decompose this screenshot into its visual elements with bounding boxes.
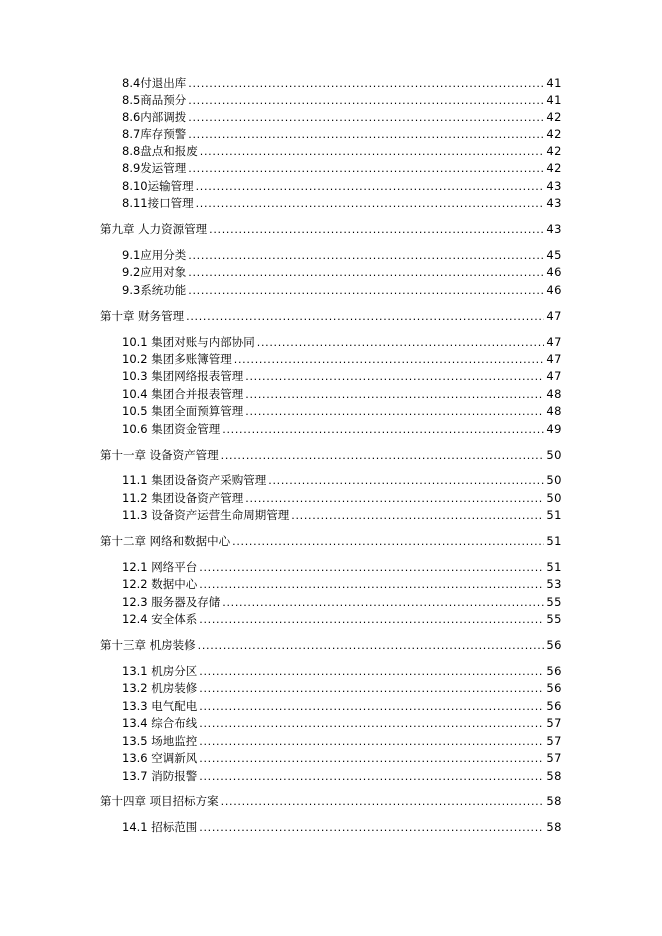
toc-entry-label: 12.2 数据中心: [122, 577, 198, 591]
toc-section-entry: [122, 663, 562, 680]
toc-page-number: 50: [546, 448, 562, 462]
toc-section-entry: [122, 143, 562, 160]
toc-dot-leader: [199, 663, 544, 680]
toc-dot-leader: [199, 768, 544, 785]
toc-page-number: 46: [546, 283, 562, 297]
toc-dot-leader: [186, 308, 544, 325]
toc-entry-label: 第十四章 项目招标方案: [100, 794, 219, 808]
toc-section-entry: [122, 421, 562, 438]
toc-section-entry: [122, 750, 562, 767]
toc-page-number: 56: [546, 638, 562, 652]
toc-section-entry: [122, 559, 562, 576]
toc-dot-leader: [199, 680, 544, 697]
toc-page-number: 58: [546, 769, 562, 783]
toc-entry-label: 14.1 招标范围: [122, 820, 198, 834]
toc-chapter-entry: [100, 533, 562, 550]
toc-entry-label: 11.1 集团设备资产采购管理: [122, 473, 267, 487]
toc-section-entry: [122, 195, 562, 212]
toc-entry-label: 第十三章 机房装修: [100, 638, 196, 652]
toc-dot-leader: [209, 221, 544, 238]
toc-dot-leader: [200, 143, 545, 160]
toc-chapter-entry: [100, 793, 562, 810]
toc-page-number: 56: [546, 681, 562, 695]
toc-dot-leader: [199, 715, 544, 732]
toc-section-entry: [122, 334, 562, 351]
toc-section-entry: [122, 611, 562, 628]
toc-section-entry: [122, 282, 562, 299]
toc-section-entry: [122, 819, 562, 836]
toc-page-number: 42: [546, 144, 562, 158]
toc-entry-label: 13.2 机房装修: [122, 681, 198, 695]
toc-page-number: 43: [546, 222, 562, 236]
toc-dot-leader: [196, 195, 545, 212]
toc-section-entry: [122, 698, 562, 715]
toc-section-entry: [122, 386, 562, 403]
toc-section-entry: [122, 178, 562, 195]
toc-entry-label: 12.4 安全体系: [122, 612, 198, 626]
toc-dot-leader: [199, 559, 544, 576]
toc-dot-leader: [188, 160, 544, 177]
toc-chapter-entry: [100, 637, 562, 654]
toc-page-number: 57: [546, 734, 562, 748]
toc-entry-label: 13.4 综合布线: [122, 716, 198, 730]
toc-section-entry: [122, 160, 562, 177]
toc-page-number: 49: [546, 422, 562, 436]
toc-entry-label: 13.3 电气配电: [122, 699, 198, 713]
toc-entry-label: 第十二章 网络和数据中心: [100, 534, 231, 548]
toc-dot-leader: [199, 819, 544, 836]
toc-section-entry: [122, 92, 562, 109]
toc-page-number: 48: [546, 404, 562, 418]
toc-page-number: 58: [546, 794, 562, 808]
toc-entry-label: 8.7库存预警: [122, 127, 187, 141]
toc-dot-leader: [221, 447, 545, 464]
toc-dot-leader: [188, 126, 544, 143]
toc-page-number: 57: [546, 751, 562, 765]
toc-entry-label: 13.7 消防报警: [122, 769, 198, 783]
toc-page-number: 51: [546, 534, 562, 548]
toc-section-entry: [122, 576, 562, 593]
toc-entry-label: 10.1 集团对账与内部协同: [122, 335, 255, 349]
toc-entry-label: 9.2应用对象: [122, 265, 187, 279]
toc-dot-leader: [199, 733, 544, 750]
toc-entry-label: 11.2 集团设备资产管理: [122, 491, 244, 505]
toc-entry-label: 8.4付退出库: [122, 76, 187, 90]
toc-page-number: 51: [546, 508, 562, 522]
toc-section-entry: [122, 351, 562, 368]
toc-dot-leader: [188, 282, 544, 299]
toc-dot-leader: [245, 386, 544, 403]
toc-page-number: 55: [546, 612, 562, 626]
toc-dot-leader: [188, 92, 544, 109]
toc-dot-leader: [199, 698, 544, 715]
toc-entry-label: 10.5 集团全面预算管理: [122, 404, 244, 418]
toc-page-number: 57: [546, 716, 562, 730]
toc-entry-label: 第十一章 设备资产管理: [100, 448, 219, 462]
toc-entry-label: 10.3 集团网络报表管理: [122, 369, 244, 383]
toc-dot-leader: [221, 793, 545, 810]
toc-chapter-entry: [100, 447, 562, 464]
toc-page-number: 42: [546, 127, 562, 141]
toc-entry-label: 10.4 集团合并报表管理: [122, 387, 244, 401]
toc-entry-label: 第九章 人力资源管理: [100, 222, 208, 236]
toc-page-number: 50: [546, 473, 562, 487]
toc-section-entry: [122, 264, 562, 281]
toc-page-number: 41: [546, 76, 562, 90]
toc-entry-label: 13.5 场地监控: [122, 734, 198, 748]
toc-page-number: 47: [546, 309, 562, 323]
toc-page-number: 53: [546, 577, 562, 591]
toc-dot-leader: [198, 637, 545, 654]
toc-dot-leader: [245, 403, 544, 420]
toc-entry-label: 8.6内部调拨: [122, 110, 187, 124]
toc-page-number: 47: [546, 352, 562, 366]
toc-section-entry: [122, 507, 562, 524]
toc-section-entry: [122, 680, 562, 697]
toc-page-number: 43: [546, 196, 562, 210]
toc-dot-leader: [268, 472, 544, 489]
toc-page-number: 58: [546, 820, 562, 834]
toc-entry-label: 10.6 集团资金管理: [122, 422, 221, 436]
toc-entry-label: 11.3 设备资产运营生命周期管理: [122, 508, 290, 522]
toc-entry-label: 10.2 集团多账簿管理: [122, 352, 232, 366]
toc-dot-leader: [188, 264, 544, 281]
toc-entry-label: 9.3系统功能: [122, 283, 187, 297]
toc-dot-leader: [257, 334, 545, 351]
toc-entry-label: 8.8盘点和报废: [122, 144, 198, 158]
toc-section-entry: [122, 109, 562, 126]
toc-chapter-entry: [100, 308, 562, 325]
toc-entry-label: 13.6 空调新风: [122, 751, 198, 765]
toc-dot-leader: [291, 507, 544, 524]
toc-page-number: 55: [546, 595, 562, 609]
toc-page-number: 42: [546, 110, 562, 124]
toc-section-entry: [122, 247, 562, 264]
toc-entry-label: 8.5商品预分: [122, 93, 187, 107]
toc-section-entry: [122, 472, 562, 489]
toc-page-number: 47: [546, 335, 562, 349]
toc-section-entry: [122, 75, 562, 92]
toc-section-entry: [122, 368, 562, 385]
toc-dot-leader: [234, 351, 545, 368]
toc-dot-leader: [245, 368, 544, 385]
toc-entry-label: 12.3 服务器及存储: [122, 595, 221, 609]
toc-dot-leader: [232, 533, 544, 550]
toc-entry-label: 9.1应用分类: [122, 248, 187, 262]
toc-section-entry: [122, 733, 562, 750]
toc-entry-label: 8.11接口管理: [122, 196, 194, 210]
toc-section-entry: [122, 126, 562, 143]
toc-page-number: 51: [546, 560, 562, 574]
toc-dot-leader: [199, 576, 544, 593]
toc-page-number: 41: [546, 93, 562, 107]
toc-dot-leader: [188, 75, 544, 92]
toc-entry-label: 第十章 财务管理: [100, 309, 185, 323]
toc-dot-leader: [196, 178, 545, 195]
toc-page-number: 42: [546, 161, 562, 175]
toc-page-number: 50: [546, 491, 562, 505]
toc-page-number: 43: [546, 179, 562, 193]
toc-dot-leader: [222, 421, 544, 438]
toc-section-entry: [122, 715, 562, 732]
toc-chapter-entry: [100, 221, 562, 238]
toc-section-entry: [122, 490, 562, 507]
toc-page-number: 56: [546, 699, 562, 713]
toc-page-number: 56: [546, 664, 562, 678]
toc-dot-leader: [188, 109, 544, 126]
toc-entry-label: 12.1 网络平台: [122, 560, 198, 574]
toc-dot-leader: [245, 490, 544, 507]
toc-section-entry: [122, 403, 562, 420]
toc-entry-label: 13.1 机房分区: [122, 664, 198, 678]
toc-dot-leader: [222, 594, 544, 611]
toc-page-number: 45: [546, 248, 562, 262]
toc-entry-label: 8.9发运管理: [122, 161, 187, 175]
toc-page-number: 48: [546, 387, 562, 401]
toc-dot-leader: [199, 611, 544, 628]
toc-dot-leader: [188, 247, 544, 264]
toc-page-number: 46: [546, 265, 562, 279]
toc-dot-leader: [199, 750, 544, 767]
toc-page-number: 47: [546, 369, 562, 383]
toc-entry-label: 8.10运输管理: [122, 179, 194, 193]
toc-section-entry: [122, 768, 562, 785]
toc-section-entry: [122, 594, 562, 611]
